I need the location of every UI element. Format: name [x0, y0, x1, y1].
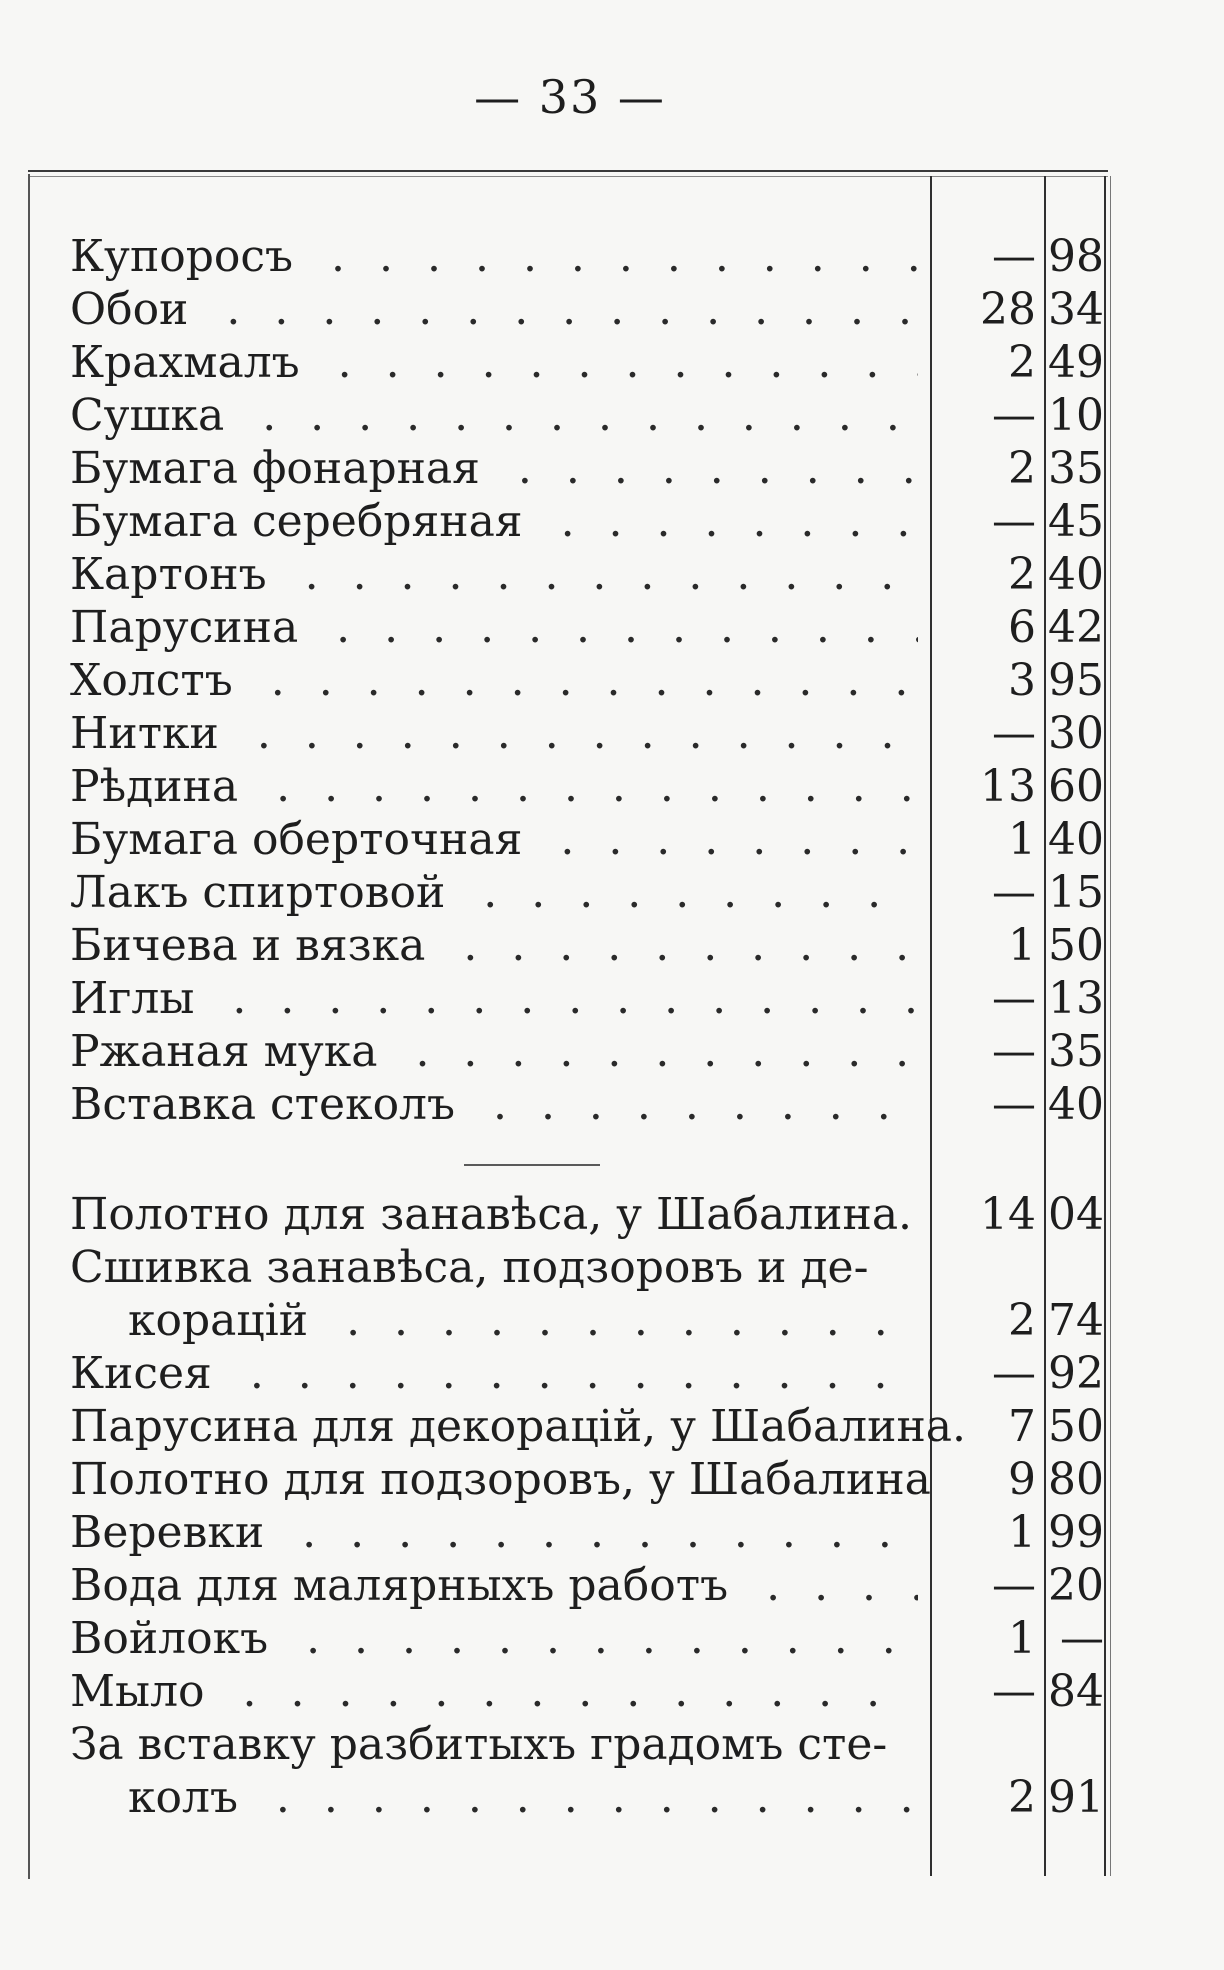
table-row	[0, 281, 1224, 334]
kopecks-value: 84	[1048, 1666, 1104, 1717]
table-row	[0, 1716, 1224, 1769]
item-label: Вода для малярныхъ работъ . . .	[70, 1561, 918, 1611]
kopecks-value: 35	[1048, 1026, 1104, 1077]
rubles-value: —	[992, 867, 1036, 918]
rubles-value: 2	[1008, 443, 1036, 494]
kopecks-value: 98	[1048, 231, 1104, 282]
rubles-value: 2	[1008, 1295, 1036, 1346]
table-row	[0, 705, 1224, 758]
table-row	[0, 1451, 1224, 1504]
frame-top-rule	[28, 170, 1108, 172]
item-label: Кисея . . .	[70, 1349, 918, 1399]
item-label: корацій . . .	[128, 1296, 918, 1346]
item-label: Ржаная мука . . .	[70, 1027, 918, 1077]
table-row	[0, 1504, 1224, 1557]
rubles-value: 2	[1008, 337, 1036, 388]
rubles-value: —	[992, 973, 1036, 1024]
table-row	[0, 1398, 1224, 1451]
item-label: Веревки . . .	[70, 1508, 918, 1558]
table-row	[0, 1769, 1224, 1822]
kopecks-value: —	[1060, 1613, 1104, 1664]
rubles-value: 1	[1008, 920, 1036, 971]
item-label: Крахмалъ . . .	[70, 338, 918, 388]
rubles-value: —	[992, 1560, 1036, 1611]
item-label: Войлокъ . . .	[70, 1614, 918, 1664]
kopecks-value: 91	[1048, 1772, 1104, 1823]
table-row	[0, 493, 1224, 546]
table-row	[0, 652, 1224, 705]
table-row	[0, 1663, 1224, 1716]
table-row	[0, 387, 1224, 440]
item-label: Холстъ . . .	[70, 656, 918, 706]
kopecks-value: 30	[1048, 708, 1104, 759]
kopecks-value: 50	[1048, 1401, 1104, 1452]
rubles-value: 1	[1008, 1507, 1036, 1558]
kopecks-value: 92	[1048, 1348, 1104, 1399]
item-label: Лакъ спиртовой . . .	[70, 868, 918, 918]
section-separator	[464, 1164, 600, 1166]
kopecks-value: 40	[1048, 1079, 1104, 1130]
kopecks-value: 20	[1048, 1560, 1104, 1611]
kopecks-value: 80	[1048, 1454, 1104, 1505]
item-label: Бумага оберточная . . .	[70, 815, 918, 865]
table-row	[0, 811, 1224, 864]
rubles-value: 2	[1008, 1772, 1036, 1823]
kopecks-value: 49	[1048, 337, 1104, 388]
item-label: Вставка стеколъ . . .	[70, 1080, 918, 1130]
kopecks-value: 10	[1048, 390, 1104, 441]
item-label: Бумага фонарная . . .	[70, 444, 918, 494]
table-row	[0, 1186, 1224, 1239]
kopecks-value: 35	[1048, 443, 1104, 494]
table-row	[0, 1557, 1224, 1610]
rubles-value: 14	[980, 1189, 1036, 1240]
item-label: Купоросъ . . .	[70, 232, 918, 282]
kopecks-value: 95	[1048, 655, 1104, 706]
rubles-value: —	[992, 390, 1036, 441]
item-label: За вставку разбитыхъ градомъ сте-	[70, 1719, 888, 1770]
rubles-value: 13	[980, 761, 1036, 812]
kopecks-value: 45	[1048, 496, 1104, 547]
item-label: Картонъ . . .	[70, 550, 918, 600]
table-row	[0, 334, 1224, 387]
kopecks-value: 40	[1048, 549, 1104, 600]
kopecks-value: 74	[1048, 1295, 1104, 1346]
page-number: — 33 —	[474, 70, 666, 124]
rubles-value: 28	[980, 284, 1036, 335]
item-label: Обои . . .	[70, 285, 918, 335]
table-row	[0, 1345, 1224, 1398]
rubles-value: 2	[1008, 549, 1036, 600]
rubles-value: 7	[1008, 1401, 1036, 1452]
table-row	[0, 758, 1224, 811]
rubles-value: 9	[1008, 1454, 1036, 1505]
kopecks-value: 40	[1048, 814, 1104, 865]
table-row	[0, 917, 1224, 970]
kopecks-value: 50	[1048, 920, 1104, 971]
table-row	[0, 1023, 1224, 1076]
table-row	[0, 1292, 1224, 1345]
kopecks-value: 04	[1048, 1189, 1104, 1240]
item-label: Иглы . . .	[70, 974, 918, 1024]
kopecks-value: 13	[1048, 973, 1104, 1024]
table-row	[0, 1239, 1224, 1292]
rubles-value: —	[992, 496, 1036, 547]
rubles-value: 3	[1008, 655, 1036, 706]
kopecks-value: 60	[1048, 761, 1104, 812]
table-row	[0, 864, 1224, 917]
item-label: Сшивка занавѣса, подзоровъ и де-	[70, 1242, 869, 1293]
rubles-value: —	[992, 231, 1036, 282]
item-label: Парусина . . .	[70, 603, 918, 653]
rubles-value: 1	[1008, 1613, 1036, 1664]
kopecks-value: 15	[1048, 867, 1104, 918]
item-label: Полотно для занавѣса, у Шабалина.	[70, 1189, 913, 1240]
rubles-value: —	[992, 1666, 1036, 1717]
item-label: Рѣдина . . .	[70, 762, 918, 812]
table-row	[0, 970, 1224, 1023]
rubles-value: —	[992, 1026, 1036, 1077]
table-row	[0, 546, 1224, 599]
item-label: Сушка . . .	[70, 391, 918, 441]
table-row	[0, 1610, 1224, 1663]
item-label: Бичева и вязка . . .	[70, 921, 918, 971]
item-label: Бумага серебряная . . .	[70, 497, 918, 547]
frame-top-rule-inner	[28, 176, 1108, 177]
rubles-value: —	[992, 708, 1036, 759]
table-row	[0, 440, 1224, 493]
rubles-value: 6	[1008, 602, 1036, 653]
rubles-value: —	[992, 1348, 1036, 1399]
item-label: Мыло . . .	[70, 1667, 918, 1717]
rubles-value: 1	[1008, 814, 1036, 865]
table-row	[0, 228, 1224, 281]
kopecks-value: 34	[1048, 284, 1104, 335]
item-label: Нитки . . .	[70, 709, 918, 759]
kopecks-value: 99	[1048, 1507, 1104, 1558]
kopecks-value: 42	[1048, 602, 1104, 653]
item-label: колъ . . .	[128, 1773, 918, 1823]
table-row	[0, 1076, 1224, 1129]
item-label: Полотно для подзоровъ, у Шабалина	[70, 1454, 931, 1505]
table-row	[0, 599, 1224, 652]
rubles-value: —	[992, 1079, 1036, 1130]
item-label: Парусина для декорацій, у Шабалина.	[70, 1401, 967, 1452]
